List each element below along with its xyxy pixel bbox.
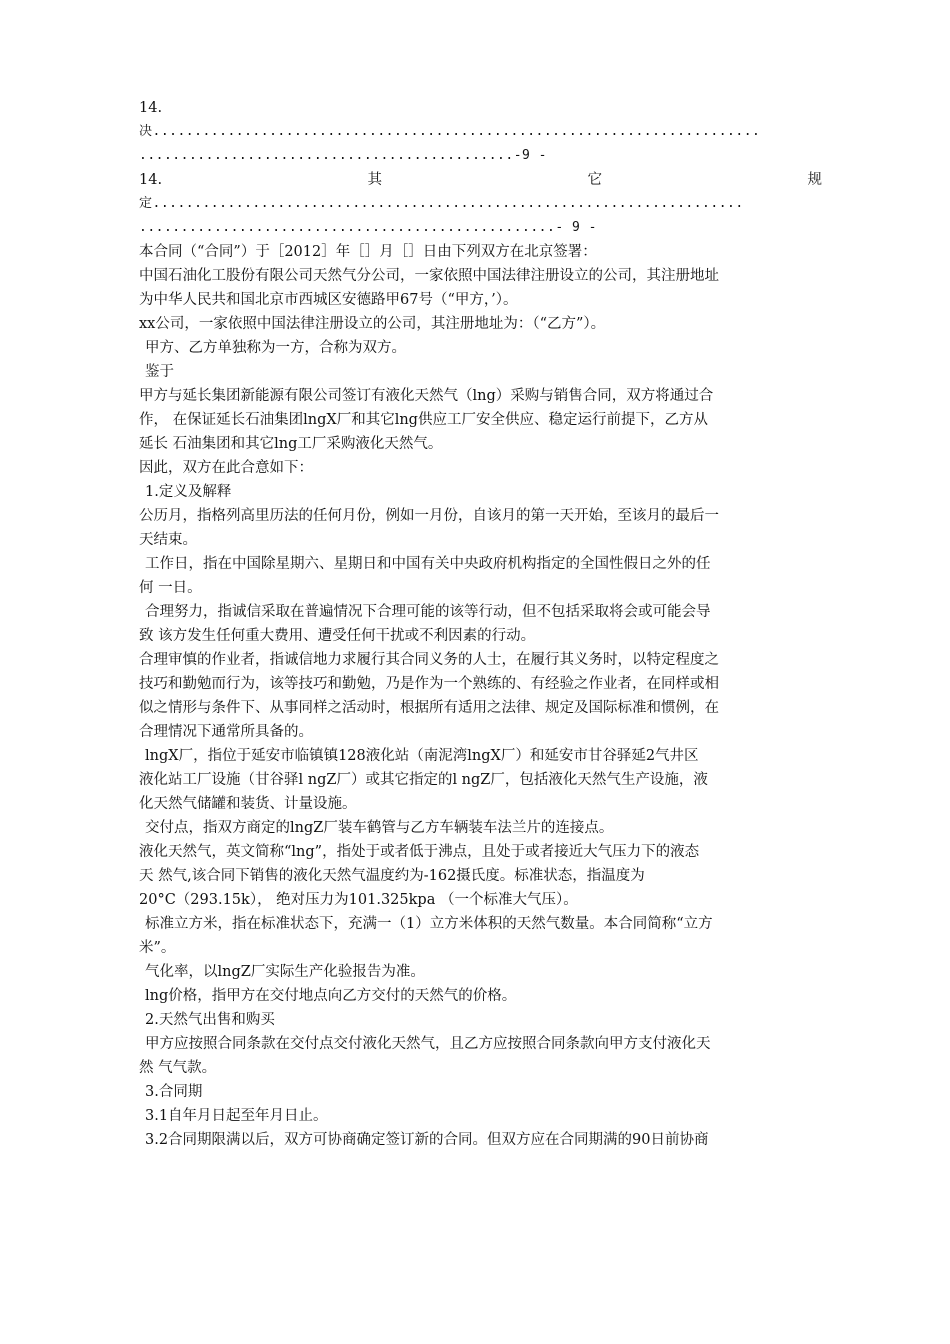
body-line: 似之情形与条件下、从事同样之活动时，根据所有适用之法律、规定及国际标准和惯例，在 <box>139 700 719 716</box>
body-line: 技巧和勤勉而行为，该等技巧和勤勉，乃是作为一个熟练的、有经验之作业者，在同样或相 <box>139 676 719 692</box>
section-heading: 3.合同期 <box>145 1084 203 1100</box>
body-line: 甲方、乙方单独称为一方，合称为双方。 <box>145 340 406 356</box>
body-line: xx公司，一家依照中国法律注册设立的公司，其注册地址为：（“乙方”）。 <box>139 316 606 332</box>
toc-item-word: 规 <box>807 172 822 188</box>
body-line: 中国石油化工股份有限公司天然气分公司，一家依照中国法律注册设立的公司，其注册地址 <box>139 268 719 284</box>
body-line: 甲方应按照合同条款在交付点交付液化天然气，且乙方应按照合同条款向甲方支付液化天 <box>145 1036 711 1052</box>
body-line: 合理情况下通常所具备的。 <box>139 724 313 740</box>
body-line: 工作日，指在中国除星期六、星期日和中国有关中央政府机构指定的全国性假日之外的任 <box>145 556 711 572</box>
body-line: 鉴于 <box>145 364 174 380</box>
body-line: 延长 石油集团和其它lng工厂采购液化天然气。 <box>139 436 443 452</box>
toc-leader-line: 决......................................................................... <box>139 124 761 139</box>
body-line: 标准立方米，指在标准状态下，充满一（1）立方米体积的天然气数量。本合同简称“立方 <box>145 916 713 932</box>
body-line: 合理审慎的作业者，指诚信地力求履行其合同义务的人士，在履行其义务时，以特定程度之 <box>139 652 719 668</box>
body-line: 甲方与延长集团新能源有限公司签订有液化天然气（lng）采购与销售合同，双方将通过合 <box>139 388 714 404</box>
toc-item-word: 其 <box>367 172 383 188</box>
toc-item-number: 14. <box>139 172 163 188</box>
body-line: 本合同（“合同”）于［2012］年［］月［］日由下列双方在北京签署： <box>139 244 597 260</box>
body-line: 然 气气款。 <box>139 1060 217 1076</box>
contract-body <box>139 240 822 1152</box>
section-heading: 1.定义及解释 <box>145 484 232 500</box>
body-line: 气化率，以lngZ厂实际生产化验报告为准。 <box>145 964 425 980</box>
body-line: lngX厂，指位于延安市临镇镇128液化站（南泥湾lngX厂）和延安市甘谷驿延2气井区 <box>145 748 699 764</box>
toc-leader-line: ..................................................- 9 - <box>139 220 597 235</box>
toc-item-number: 14. <box>139 100 163 116</box>
toc-item-heading <box>139 168 822 192</box>
body-line: 天 然气,该合同下销售的液化天然气温度约为-162摄氏度。标准状态，指温度为 <box>139 868 645 884</box>
body-line: 何 一日。 <box>139 580 202 596</box>
body-line: 合理努力，指诚信采取在普遍情况下合理可能的该等行动，但不包括采取将会或可能会导 <box>145 604 711 620</box>
section-heading: 2.天然气出售和购买 <box>145 1012 275 1028</box>
body-line: 因此，双方在此合意如下： <box>139 460 313 476</box>
body-line: 化天然气储罐和装货、计量设施。 <box>139 796 357 812</box>
toc-leader-line: 定....................................................................... <box>139 196 744 211</box>
body-line: 天结束。 <box>139 532 197 548</box>
body-line: 公历月，指格列高里历法的任何月份，例如一月份，自该月的第一天开始，至该月的最后一 <box>139 508 719 524</box>
body-line: 致 该方发生任何重大费用、遭受任何干扰或不利因素的行动。 <box>139 628 536 644</box>
document-page <box>139 96 822 1152</box>
toc-leader-line: .............................................-9 - <box>139 148 548 163</box>
body-line: 液化天然气，英文简称“lng”，指处于或者低于沸点，且处于或者接近大气压力下的液态 <box>139 844 700 860</box>
body-line: 交付点，指双方商定的lngZ厂装车鹤管与乙方车辆装车法兰片的连接点。 <box>145 820 614 836</box>
body-line: 液化站工厂设施（甘谷驿l ngZ厂）或其它指定的l ngZ厂，包括液化天然气生产设施，液 <box>139 772 708 788</box>
body-line: 3.1自年月日起至年月日止。 <box>145 1108 328 1124</box>
toc-item-word: 它 <box>587 172 602 188</box>
body-line: 3.2合同期限满以后，双方可协商确定签订新的合同。但双方应在合同期满的90日前协商 <box>145 1132 709 1148</box>
body-line: 米”。 <box>139 940 176 956</box>
body-line: lng价格，指甲方在交付地点向乙方交付的天然气的价格。 <box>145 988 517 1004</box>
body-line: 作， 在保证延长石油集团lngX厂和其它lng供应工厂安全供应、稳定运行前提下，乙方从 <box>139 412 708 428</box>
body-line: 为中华人民共和国北京市西城区安德路甲67号（“甲方，’）。 <box>139 292 518 308</box>
body-line: 20°C（293.15k）， 绝对压力为101.325kpa （一个标准大气压）。 <box>139 892 578 908</box>
